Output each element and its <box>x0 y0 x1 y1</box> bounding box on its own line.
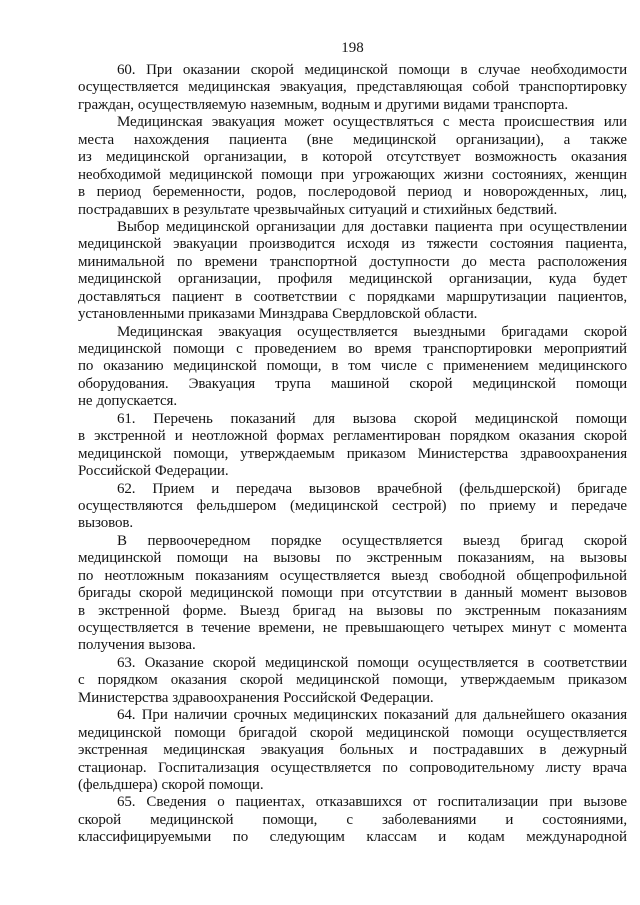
text-line: медицинской эвакуации производится исходя из тяжести состояния пациента, <box>78 236 627 253</box>
text-line: медицинской помощи бригадой скорой медицинской помощи осуществляется <box>78 724 627 741</box>
paragraph <box>78 481 627 533</box>
text-line: граждан, осуществляемую наземным, водным и другими видами транспорта. <box>78 96 568 113</box>
text-line: экстренная медицинская эвакуация больных и пострадавших в дежурный <box>78 742 627 759</box>
text-line: медицинской помощи с проведением во время транспортировки мероприятий <box>78 341 627 357</box>
page-number: 198 <box>341 40 364 56</box>
paragraph <box>78 324 627 411</box>
text-line: Российской Федерации. <box>78 463 229 480</box>
text-line: 63. Оказание скорой медицинской помощи осуществляется в соответствии <box>117 654 627 671</box>
text-line: получения вызова. <box>78 637 196 654</box>
text-line: В первоочередном порядке осуществляется выезд бригад скорой <box>117 532 627 549</box>
text-line: Выбор медицинской организации для доставки пациента при осуществлении <box>117 218 627 235</box>
text-line: осуществляются фельдшером (медицинской сестрой) по приему и передаче <box>78 497 627 514</box>
text-line: не допускается. <box>78 393 177 410</box>
paragraph <box>78 707 627 794</box>
paragraph <box>78 219 627 324</box>
text-line: 61. Перечень показаний для вызова скорой медицинской помощи <box>117 410 627 427</box>
text-line: скорой медицинской помощи, с заболеваниями и состояниями, <box>78 811 627 828</box>
text-line: из медицинской организации, в которой отсутствует возможность оказания <box>78 149 627 166</box>
text-block <box>78 40 627 847</box>
text-line: доставляться пациент в соответствии с порядками маршрутизации пациентов, <box>78 288 627 305</box>
text-line: по неотложным показаниям осуществляется выезд свободной общепрофильной <box>78 567 627 584</box>
text-line: (фельдшера) скорой помощи. <box>78 776 264 793</box>
text-line: 65. Сведения о пациентах, отказавшихся от госпитализации при вызове <box>117 794 627 811</box>
text-line: медицинской помощи, утверждаемым приказом Министерства здравоохранения <box>78 445 627 462</box>
text-line: Министерства здравоохранения Российской Федерации. <box>78 689 434 706</box>
text-line: 64. При наличии срочных медицинских показаний для дальнейшего оказания <box>117 707 627 724</box>
text-line: осуществляется в течение времени, не превышающего четырех минут с момента <box>78 620 627 636</box>
text-line: оборудования. Эвакуация трупа машиной скорой медицинской помощи <box>78 375 627 392</box>
text-line: в экстренной и неотложной формах регламентирован порядком оказания скорой <box>78 428 627 445</box>
paragraph <box>78 533 627 655</box>
text-line: в экстренной форме. Выезд бригад на вызовы по экстренным показаниям <box>78 602 627 619</box>
text-line: бригады скорой медицинской помощи при отсутствии в данный момент вызовов <box>78 585 627 602</box>
text-line: медицинской организации, профиля медицинской организации, куда будет <box>78 271 627 288</box>
paragraph <box>78 411 627 481</box>
text-line: медицинской помощи на вызовы по экстренным показаниям, на вызовы <box>78 550 627 567</box>
text-line: с порядком оказания скорой медицинской помощи, утверждаемым приказом <box>78 672 627 689</box>
text-line: 60. При оказании скорой медицинской помощи в случае необходимости <box>117 62 627 78</box>
paragraph <box>78 794 627 846</box>
text-line: в период беременности, родов, послеродовой период и новорожденных, лиц, <box>78 184 627 201</box>
paragraph <box>78 114 627 219</box>
text-line: классифицируемыми по следующим классам и кодам международной <box>78 829 627 846</box>
text-line: по оказанию медицинской помощи, в том числе с применением медицинского <box>78 358 627 375</box>
paragraph <box>78 62 627 114</box>
text-line: Медицинская эвакуация осуществляется выездными бригадами скорой <box>117 323 627 340</box>
text-line: осуществляется медицинская эвакуация, представляющая собой транспортировку <box>78 79 627 96</box>
text-line: места нахождения пациента (вне медицинской организации), а также <box>78 131 627 148</box>
text-line: необходимой медицинской помощи при угрожающих жизни состояниях, женщин <box>78 166 627 183</box>
text-line: установленными приказами Минздрава Свердловской области. <box>78 306 478 323</box>
text-line: Медицинская эвакуация может осуществляться с места происшествия или <box>117 114 627 131</box>
text-line: стационар. Госпитализация осуществляется по сопроводительному листу врача <box>78 759 627 776</box>
text-line: 62. Прием и передача вызовов врачебной (фельдшерской) бригаде <box>117 480 627 497</box>
text-line: пострадавших в результате чрезвычайных ситуаций и стихийных бедствий. <box>78 201 558 218</box>
paragraph <box>78 655 627 707</box>
text-line: минимальной по времени транспортной доступности до места расположения <box>78 253 627 270</box>
document-body <box>78 62 627 847</box>
text-line: вызовов. <box>78 515 134 532</box>
